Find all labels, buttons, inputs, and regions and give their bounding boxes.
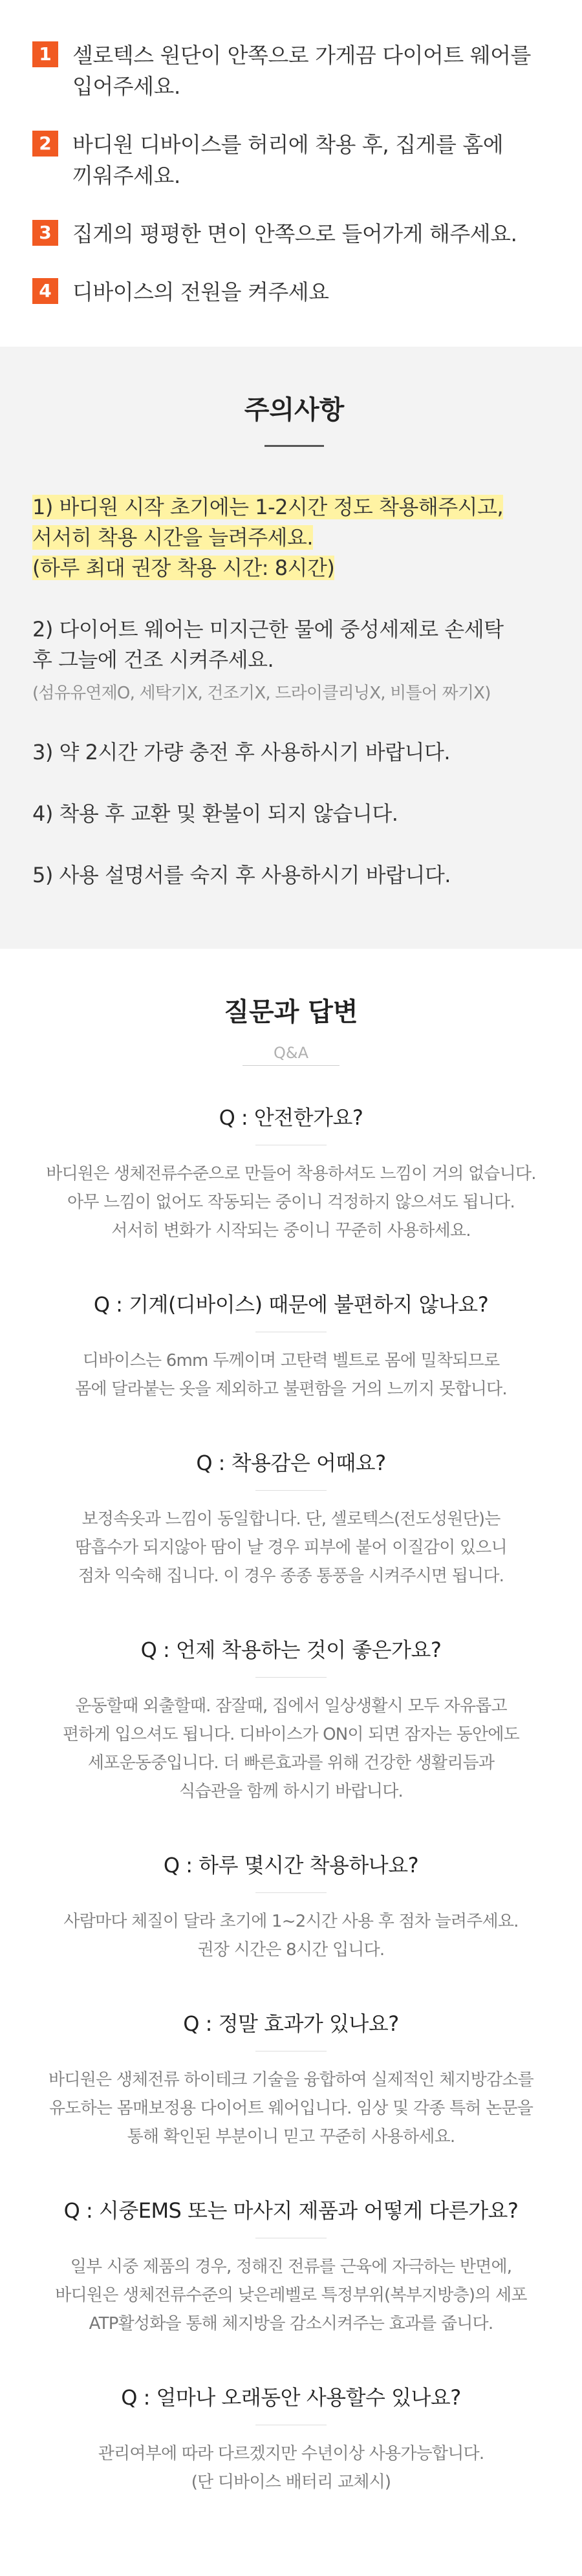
answer-line: 점차 익숙해 집니다. 이 경우 종종 통풍을 시켜주시면 됩니다. [78,1566,504,1586]
qa-answer [26,1907,556,1964]
title-divider [264,445,324,447]
qa-item [26,2009,556,2151]
answer-line: 서서히 변화가 시작되는 중이니 꾸준히 사용하세요. [111,1221,471,1240]
qa-question: Q : 착용감은 어때요? [196,1451,386,1475]
answer-line: 디바이스는 6mm 두께이며 고탄력 벨트로 몸에 밀착되므로 [82,1351,500,1370]
step-line: 집게의 평평한 면이 안쪽으로 들어가게 해주세요. [72,221,517,246]
caution-line: 3) 약 2시간 가량 충전 후 사용하시기 바랍니다. [32,740,451,764]
answer-line: 세포운동중입니다. 더 빠른효과를 위해 건강한 생활리듬과 [87,1753,495,1773]
qa-subtitle: Q&A [273,1044,309,1062]
caution-item [32,614,556,706]
qa-question: Q : 하루 몇시간 착용하나요? [163,1853,419,1878]
qa-section [0,949,582,2568]
step-line: 바디원 디바이스를 허리에 착용 후, 집게를 홈에 [72,132,504,157]
answer-line: 보정속옷과 느낌이 동일합니다. 단, 셀로텍스(전도성원단)는 [81,1510,501,1529]
answer-line: 통해 확인된 부분이니 믿고 꾸준히 사용하세요. [127,2127,455,2147]
answer-line: ATP활성화을 통해 체지방을 감소시켜주는 효과를 줍니다. [89,2314,493,2333]
answer-line: 권장 시간은 8시간 입니다. [197,1940,385,1960]
step-item [32,277,556,308]
step-text [72,219,517,250]
highlight-line: 서서히 착용 시간을 늘려주세요. [32,525,314,550]
highlight-line: 1) 바디원 시작 초기에는 1-2시간 정도 착용해주시고, [32,495,504,519]
qa-question: Q : 정말 효과가 있나요? [183,2011,399,2036]
answer-line: 바디원은 생체전류 하이테크 기술을 융합하여 실제적인 체지방감소를 [48,2070,534,2090]
qa-question: Q : 기계(디바이스) 때문에 불편하지 않나요? [93,1292,489,1317]
step-line: 입어주세요. [72,74,180,99]
qa-item [26,1851,556,1964]
qa-item-divider [255,1892,327,1893]
step-text [72,277,329,308]
caution-section [0,347,582,949]
highlight-line: (하루 최대 권장 착용 시간: 8시간) [32,556,335,580]
step-text [72,129,503,191]
step-number-badge: 1 [32,41,58,67]
answer-line: 식습관을 함께 하시기 바랍니다. [179,1782,403,1801]
caution-note: (섬유유연제O, 세탁기X, 건조기X, 드라이클리닝X, 비틀어 짜기X) [32,684,491,703]
qa-question: Q : 시중EMS 또는 마사지 제품과 어떻게 다른가요? [63,2198,519,2223]
answer-line: 유도하는 몸매보정용 다이어트 웨어입니다. 임상 및 각종 특허 논문을 [48,2099,534,2118]
caution-line: 후 그늘에 건조 시켜주세요. [32,647,274,672]
answer-line: 몸에 달라붙는 옷을 제외하고 불편함을 거의 느끼지 못합니다. [75,1380,507,1399]
qa-question: Q : 얼마나 오래동안 사용할수 있나요? [121,2385,461,2410]
step-number-badge: 2 [32,131,58,157]
answer-line: 땀흡수가 되지않아 땀이 날 경우 피부에 붙어 이질감이 있으니 [75,1538,507,1557]
answer-line: 관리여부에 따라 다르겠지만 수년이상 사용가능합니다. [98,2444,484,2463]
qa-item [26,1636,556,1806]
step-line: 셀로텍스 원단이 안쪽으로 가게끔 다이어트 웨어를 [72,43,531,68]
caution-item [32,799,556,829]
answer-line: 운동할때 외출할때. 잠잘때, 집에서 일상생활시 모두 자유롭고 [75,1696,507,1716]
step-number-badge: 4 [32,278,58,304]
caution-line: 5) 사용 설명서를 숙지 후 사용하시기 바랍니다. [32,863,451,887]
caution-item [32,860,556,891]
usage-steps-section [0,0,582,347]
step-line: 디바이스의 전원을 켜주세요 [72,279,329,305]
answer-line: 바디원은 생체전류수준으로 만들어 착용하셔도 느낌이 거의 없습니다. [46,1164,536,1184]
caution-line: 2) 다이어트 웨어는 미지근한 물에 중성세제로 손세탁 [32,617,504,642]
qa-item [26,1449,556,1590]
qa-answer [26,2253,556,2338]
caution-item [32,737,556,768]
qa-title: 질문과 답변 [224,997,358,1027]
qa-item-divider [255,1677,327,1678]
answer-line: 편하게 입으셔도 됩니다. 디바이스가 ON이 되면 잠자는 동안에도 [63,1725,519,1744]
qa-item [26,2196,556,2338]
qa-item [26,2383,556,2496]
qa-answer [26,1347,556,1403]
step-text [72,40,531,102]
answer-line: (단 디바이스 배터리 교체시) [191,2473,391,2492]
qa-answer [26,1505,556,1590]
caution-title: 주의사항 [244,395,345,425]
answer-line: 바디원은 생체전류수준의 낮은레벨로 특정부위(복부지방층)의 세포 [55,2286,527,2305]
step-item [32,219,556,250]
qa-divider [242,1065,339,1066]
step-line: 끼워주세요. [72,163,180,188]
caution-item-highlighted [32,492,556,583]
qa-question: Q : 안전한가요? [219,1105,363,1130]
answer-line: 일부 시중 제품의 경우, 정해진 전류를 근육에 자극하는 반면에, [70,2257,512,2277]
qa-item [26,1290,556,1403]
answer-line: 사람마다 체질이 달라 초기에 1~2시간 사용 후 점차 늘려주세요. [63,1912,519,1931]
qa-item [26,1103,556,1245]
qa-item-divider [255,1490,327,1491]
step-item [32,40,556,102]
qa-answer [26,2066,556,2151]
answer-line: 아무 느낌이 없어도 작동되는 중이니 걱정하지 않으셔도 됩니다. [67,1193,515,1212]
qa-answer [26,2440,556,2496]
step-number-badge: 3 [32,220,58,246]
qa-answer [26,1160,556,1245]
caution-line: 4) 착용 후 교환 및 환불이 되지 않습니다. [32,801,398,826]
step-item [32,129,556,191]
qa-answer [26,1692,556,1806]
qa-question: Q : 언제 착용하는 것이 좋은가요? [140,1638,442,1662]
